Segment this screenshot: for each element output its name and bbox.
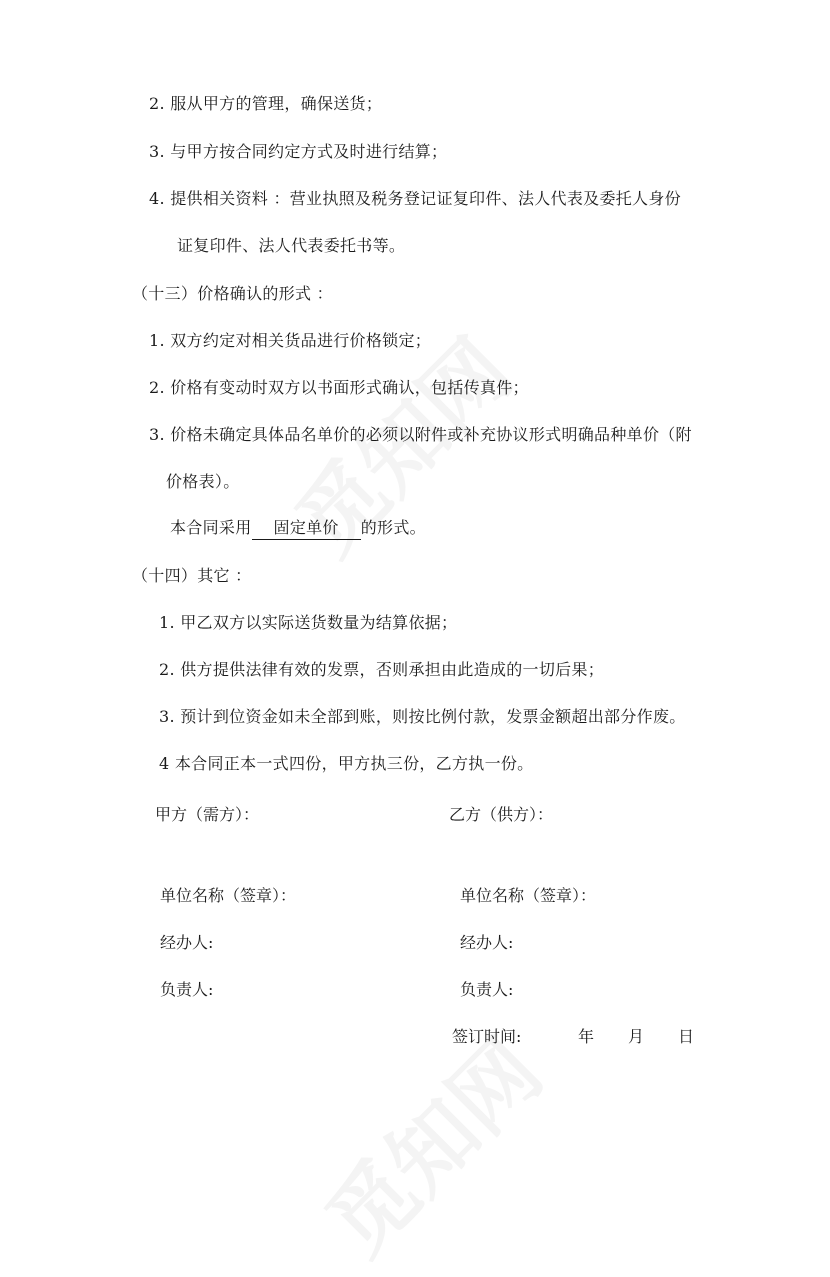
list-item: 2. 价格有变动时双方以书面形式确认，包括传真件； <box>149 378 529 397</box>
list-item: 4. 提供相关资料 ：营业执照及税务登记证复印件、法人代表及委托人身份 <box>149 189 681 208</box>
head-b: 负责人: <box>460 980 514 999</box>
party-a-label: 甲方（需方）： <box>155 805 260 824</box>
sign-date-year: 年 <box>578 1027 595 1046</box>
unit-name-b: 单位名称（签章）： <box>460 886 597 905</box>
price-form-value: 固定单价 <box>252 518 361 540</box>
party-b-label: 乙方（供方）： <box>449 805 554 824</box>
list-item: 3. 与甲方按合同约定方式及时进行结算； <box>149 142 448 161</box>
list-item: 3. 价格未确定具体品名单价的必须以附件或补充协议形式明确品种单价（附 <box>149 425 692 444</box>
section-heading: （十三）价格确认的形式 ： <box>132 284 333 303</box>
unit-name-a: 单位名称（签章）： <box>160 886 297 905</box>
sign-date-day: 日 <box>678 1027 695 1046</box>
list-item: 4 本合同正本一式四份，甲方执三份，乙方执一份。 <box>159 754 534 773</box>
list-item: 1. 双方约定对相关货品进行价格锁定； <box>149 331 432 350</box>
price-form-line <box>170 518 426 540</box>
watermark <box>294 1007 564 1277</box>
list-item: 1. 甲乙双方以实际送货数量为结算依据； <box>159 613 458 632</box>
list-item: 3. 预计到位资金如未全部到账，则按比例付款，发票金额超出部分作废。 <box>159 707 686 726</box>
sign-date-month: 月 <box>628 1027 645 1046</box>
agent-a: 经办人: <box>160 933 214 952</box>
section-heading: （十四）其它 ： <box>132 566 252 585</box>
list-item: 2. 供方提供法律有效的发票，否则承担由此造成的一切后果； <box>159 660 605 679</box>
price-form-suffix: 的形式。 <box>360 518 426 537</box>
sign-date-label: 签订时间: <box>452 1027 522 1046</box>
head-a: 负责人: <box>160 980 214 999</box>
list-item-continuation: 价格表）。 <box>166 472 240 491</box>
list-item-continuation: 证复印件、法人代表委托书等。 <box>177 236 406 255</box>
list-item: 2. 服从甲方的管理，确保送货； <box>149 94 383 113</box>
price-form-prefix: 本合同采用 <box>170 518 252 537</box>
agent-b: 经办人: <box>460 933 514 952</box>
